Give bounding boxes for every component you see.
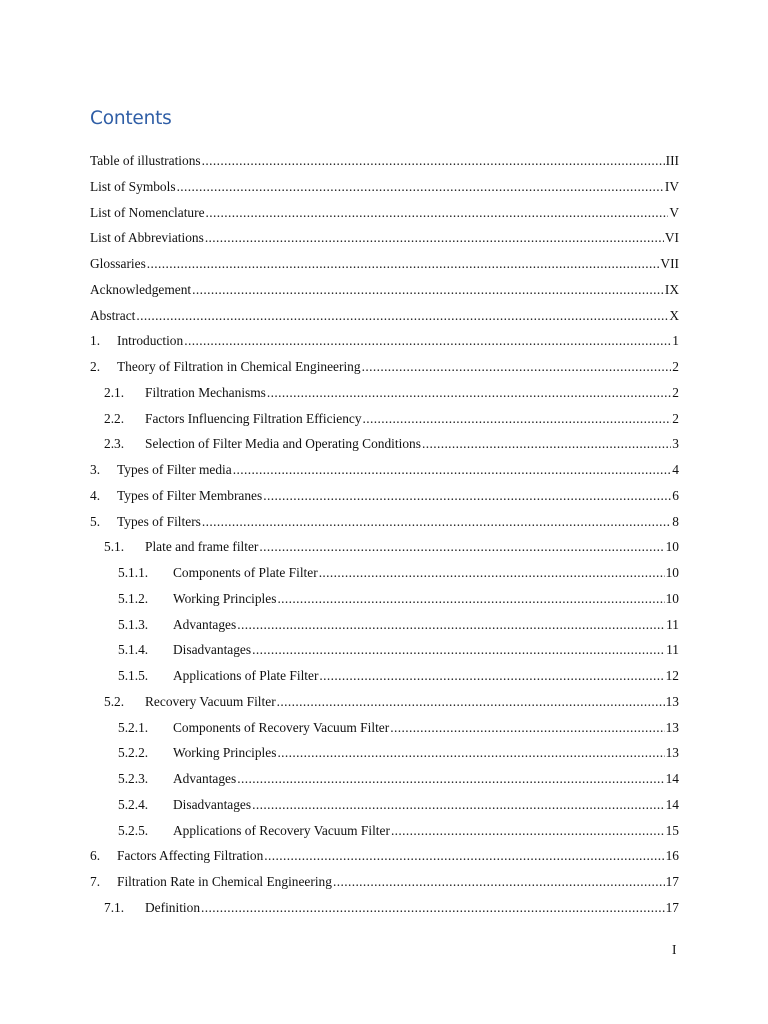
toc-entry-page: 10 — [665, 565, 679, 580]
toc-entry-page: X — [669, 307, 679, 323]
toc-dot-leader — [237, 766, 664, 792]
toc-entry-title: Recovery Vacuum Filter — [145, 693, 276, 709]
toc-entry-page: 2 — [672, 384, 679, 400]
toc-entry-title: Types of Filters — [117, 513, 201, 529]
toc-entry-number: 6. — [90, 848, 101, 864]
toc-entry-number: 3. — [90, 462, 101, 477]
toc-entry[interactable] — [90, 251, 679, 277]
toc-entry-page: 11 — [666, 616, 679, 632]
toc-entry-number: 4. — [90, 487, 101, 503]
toc-entry[interactable] — [90, 380, 679, 406]
toc-entry[interactable] — [90, 509, 679, 535]
toc-entry-title: Working Principles — [173, 590, 277, 606]
toc-entry-page: 10 — [665, 590, 679, 606]
toc-entry-title: Filtration Rate in Chemical Engineering — [117, 874, 332, 889]
toc-entry-page: 17 — [665, 899, 679, 915]
toc-entry[interactable] — [90, 354, 679, 380]
toc-entry-page: 13 — [665, 693, 679, 709]
toc-entry-title: List of Abbreviations — [90, 230, 204, 246]
toc-dot-leader — [333, 869, 665, 895]
toc-dot-leader — [233, 457, 672, 483]
toc-entry-number: 5.1.4. — [118, 642, 149, 658]
toc-entry-page: 4 — [672, 462, 679, 477]
toc-entry-number: 5.2.4. — [118, 796, 149, 812]
toc-entry-page: VII — [660, 256, 679, 271]
toc-entry-title: Acknowledgement — [90, 281, 192, 297]
toc-entry-title: Filtration Mechanisms — [145, 384, 266, 400]
toc-entry[interactable] — [90, 174, 679, 200]
toc-entry-page: V — [669, 204, 679, 220]
toc-dot-leader — [362, 354, 672, 380]
toc-entry-title: Introduction — [117, 333, 184, 349]
toc-entry-number: 2.2. — [104, 410, 125, 426]
toc-dot-leader — [184, 328, 671, 354]
toc-dot-leader — [205, 225, 664, 251]
toc-entry-page: IV — [664, 178, 679, 194]
toc-entry-number: 1. — [90, 333, 101, 349]
toc-entry-number: 5. — [90, 513, 101, 529]
toc-entry-title: Disadvantages — [173, 796, 252, 812]
toc-entry-page: 2 — [672, 359, 679, 374]
toc-entry-title: Factors Affecting Filtration — [117, 848, 264, 864]
toc-dot-leader — [206, 200, 669, 226]
toc-entry[interactable] — [90, 663, 679, 689]
toc-entry[interactable] — [90, 560, 679, 586]
toc-dot-leader — [136, 303, 668, 329]
toc-entry-number: 7.1. — [104, 899, 125, 915]
toc-entry-title: Types of Filter media — [117, 462, 232, 477]
toc-entry[interactable] — [90, 277, 679, 303]
toc-entry[interactable] — [90, 431, 679, 457]
toc-entry-title: Definition — [145, 899, 201, 915]
toc-entry-title: Disadvantages — [173, 642, 252, 658]
toc-entry-number: 2. — [90, 359, 101, 374]
toc-entry-number: 5.2.2. — [118, 745, 149, 761]
toc-dot-leader — [422, 431, 671, 457]
toc-entry-page: 10 — [665, 539, 679, 555]
toc-entry[interactable] — [90, 612, 679, 638]
toc-entry[interactable] — [90, 148, 679, 174]
toc-dot-leader — [177, 174, 664, 200]
toc-entry-page: IX — [664, 281, 679, 297]
toc-entry-title: Advantages — [173, 616, 237, 632]
toc-entry-number: 5.1.2. — [118, 590, 149, 606]
toc-dot-leader — [277, 689, 665, 715]
toc-dot-leader — [277, 740, 664, 766]
toc-entry[interactable] — [90, 715, 679, 741]
toc-entry-page: 3 — [672, 436, 679, 452]
toc-dot-leader — [277, 586, 664, 612]
toc-entry[interactable] — [90, 303, 679, 329]
toc-entry-number: 5.2.3. — [118, 771, 149, 786]
toc-entry-title: Applications of Recovery Vacuum Filter — [173, 822, 390, 838]
toc-entry[interactable] — [90, 766, 679, 792]
toc-entry-page: VI — [664, 230, 679, 246]
toc-entry[interactable] — [90, 225, 679, 251]
toc-entry-page: 14 — [665, 796, 679, 812]
toc-entry[interactable] — [90, 792, 679, 818]
toc-entry-title: Working Principles — [173, 745, 277, 761]
toc-entry[interactable] — [90, 534, 679, 560]
toc-dot-leader — [264, 843, 664, 869]
toc-dot-leader — [391, 818, 665, 844]
toc-dot-leader — [147, 251, 660, 277]
toc-entry[interactable] — [90, 869, 679, 895]
toc-dot-leader — [390, 715, 664, 741]
toc-dot-leader — [267, 380, 671, 406]
toc-entry-title: Types of Filter Membranes — [117, 487, 263, 503]
toc-entry[interactable] — [90, 843, 679, 869]
toc-entry[interactable] — [90, 200, 679, 226]
toc-entry-page: 14 — [665, 771, 679, 786]
toc-entry-number: 7. — [90, 874, 101, 889]
toc-entry-title: List of Nomenclature — [90, 204, 205, 220]
toc-dot-leader — [319, 663, 664, 689]
page-number: I — [672, 942, 677, 957]
toc-entry[interactable] — [90, 328, 679, 354]
toc-entry-page: 13 — [665, 719, 679, 735]
toc-entry-title: Components of Plate Filter — [173, 565, 318, 580]
toc-entry[interactable] — [90, 637, 679, 663]
toc-entry-title: Plate and frame filter — [145, 539, 259, 555]
contents-heading: Contents — [90, 108, 172, 129]
toc-entry-number: 5.1. — [104, 539, 125, 555]
toc-entry-title: Selection of Filter Media and Operating Conditions — [145, 436, 421, 452]
toc-entry-number: 2.3. — [104, 436, 125, 452]
toc-entry[interactable] — [90, 586, 679, 612]
toc-entry-page: 11 — [666, 642, 679, 658]
toc-entry-title: Table of illustrations — [90, 153, 201, 168]
table-of-contents — [90, 148, 679, 921]
toc-entry-page: 2 — [672, 410, 679, 426]
toc-entry-title: Advantages — [173, 771, 237, 786]
toc-dot-leader — [237, 612, 665, 638]
toc-entry-title: Abstract — [90, 307, 136, 323]
toc-dot-leader — [259, 534, 664, 560]
toc-entry-number: 5.1.1. — [118, 565, 149, 580]
toc-entry-page: 16 — [665, 848, 679, 864]
toc-dot-leader — [252, 637, 665, 663]
toc-entry-title: Factors Influencing Filtration Efficiency — [145, 410, 362, 426]
toc-entry-page: III — [665, 153, 679, 168]
toc-entry-page: 13 — [665, 745, 679, 761]
toc-entry[interactable] — [90, 818, 679, 844]
toc-entry-number: 2.1. — [104, 384, 125, 400]
toc-entry-page: 17 — [665, 874, 679, 889]
toc-entry-title: Applications of Plate Filter — [173, 668, 319, 683]
toc-dot-leader — [319, 560, 665, 586]
toc-entry[interactable] — [90, 457, 679, 483]
toc-entry-page: 15 — [665, 822, 679, 838]
toc-dot-leader — [202, 509, 671, 535]
toc-entry-title: List of Symbols — [90, 178, 176, 194]
toc-entry-number: 5.2.1. — [118, 719, 149, 735]
toc-entry-number: 5.2. — [104, 693, 125, 709]
toc-entry-page: 6 — [672, 487, 679, 503]
toc-dot-leader — [192, 277, 664, 303]
toc-entry[interactable] — [90, 483, 679, 509]
toc-dot-leader — [202, 148, 665, 174]
toc-dot-leader — [263, 483, 671, 509]
toc-dot-leader — [201, 895, 665, 921]
toc-entry-title: Theory of Filtration in Chemical Engineering — [117, 359, 361, 374]
toc-entry-number: 5.1.5. — [118, 668, 149, 683]
toc-entry-title: Glossaries — [90, 256, 146, 271]
toc-entry-page: 12 — [665, 668, 679, 683]
toc-entry-page: 8 — [672, 513, 679, 529]
toc-entry-title: Components of Recovery Vacuum Filter — [173, 719, 390, 735]
toc-dot-leader — [252, 792, 665, 818]
toc-entry-page: 1 — [672, 333, 679, 349]
toc-entry[interactable] — [90, 895, 679, 921]
toc-dot-leader — [363, 406, 672, 432]
toc-entry-number: 5.2.5. — [118, 822, 149, 838]
toc-entry[interactable] — [90, 740, 679, 766]
toc-entry[interactable] — [90, 406, 679, 432]
toc-entry[interactable] — [90, 689, 679, 715]
toc-entry-number: 5.1.3. — [118, 616, 149, 632]
